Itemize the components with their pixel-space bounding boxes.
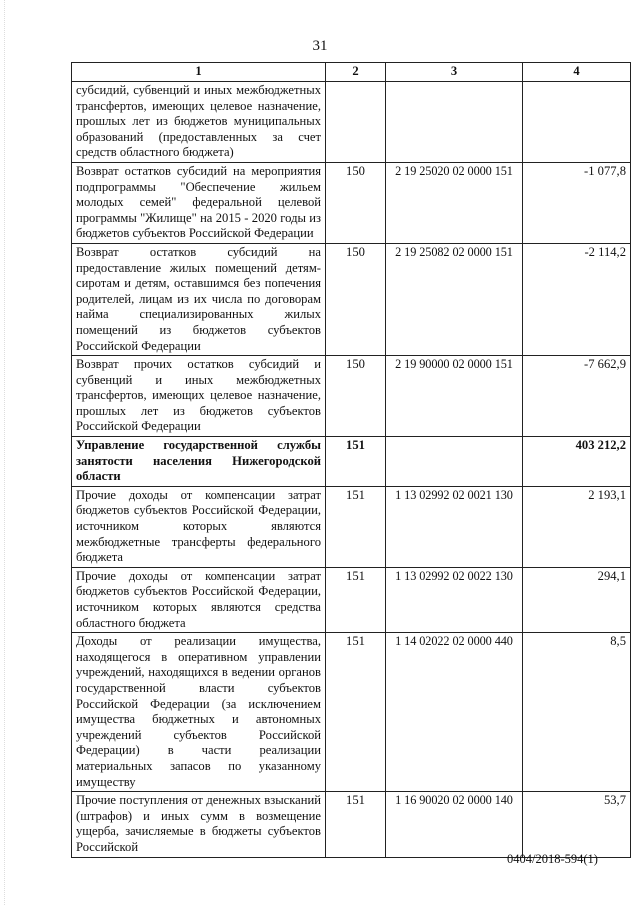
row-name-cell: Прочие доходы от компенсации затрат бюджетов субъектов Российской Федерации, источником которых являются межбюджетные трансферты федерального бюджета: [72, 486, 326, 567]
row-admin-code-cell: 150: [326, 162, 386, 243]
table-row: [72, 162, 631, 243]
table-header-row: [72, 63, 631, 82]
row-admin-code-cell: 151: [326, 567, 386, 632]
document-footer-code: 0404/2018-594(1): [507, 852, 598, 866]
table-row: [72, 82, 631, 163]
row-budget-code-cell: 2 19 90000 02 0000 151: [386, 356, 523, 437]
page-number: 31: [312, 38, 328, 54]
table-row: [72, 633, 631, 792]
row-budget-code-cell: 1 16 90020 02 0000 140: [386, 792, 523, 857]
row-name-cell: Возврат остатков субсидий на мероприятия подпрограммы "Обеспечение жильем молодых семей" федеральной целевой программы "Жилище" на 2015 - 2020 годы из бюджетов субъектов Российской Федерации: [72, 162, 326, 243]
row-amount-cell: 8,5: [523, 633, 631, 792]
row-amount-cell: 53,7: [523, 792, 631, 857]
column-header-2: 2: [326, 63, 386, 82]
row-amount-cell: -2 114,2: [523, 243, 631, 355]
row-name-cell: Управление государственной службы занятости населения Нижегородской области: [72, 437, 326, 487]
revenue-table: [71, 62, 631, 858]
scan-edge-mark: [4, 0, 6, 905]
row-admin-code-cell: 151: [326, 633, 386, 792]
row-amount-cell: -1 077,8: [523, 162, 631, 243]
row-admin-code-cell: [326, 82, 386, 163]
row-amount-cell: [523, 82, 631, 163]
row-admin-code-cell: 150: [326, 356, 386, 437]
row-admin-code-cell: 151: [326, 486, 386, 567]
row-budget-code-cell: [386, 437, 523, 487]
row-admin-code-cell: 151: [326, 792, 386, 857]
row-name-cell: Прочие поступления от денежных взысканий (штрафов) и иных сумм в возмещение ущерба, зачисляемые в бюджеты субъектов Российской: [72, 792, 326, 857]
column-header-4: 4: [523, 63, 631, 82]
table-row: [72, 567, 631, 632]
row-name-cell: Возврат остатков субсидий на предоставление жилых помещений детям-сиротам и детям, оставшимся без попечения родителей, лицам из их числа по договорам найма специализированных жилых помещений из бюджетов субъектов Российской Федерации: [72, 243, 326, 355]
row-amount-cell: 403 212,2: [523, 437, 631, 487]
row-name-cell: Возврат прочих остатков субсидий и субвенций и иных межбюджетных трансфертов, имеющих целевое назначение, прошлых лет из бюджетов субъектов Российской Федерации: [72, 356, 326, 437]
row-admin-code-cell: 151: [326, 437, 386, 487]
table-row: [72, 437, 631, 487]
row-amount-cell: 294,1: [523, 567, 631, 632]
table-row: [72, 792, 631, 857]
table-row: [72, 243, 631, 355]
row-budget-code-cell: 2 19 25082 02 0000 151: [386, 243, 523, 355]
row-amount-cell: -7 662,9: [523, 356, 631, 437]
column-header-3: 3: [386, 63, 523, 82]
row-name-cell: Прочие доходы от компенсации затрат бюджетов субъектов Российской Федерации, источником которых являются средства областного бюджета: [72, 567, 326, 632]
column-header-1: 1: [72, 63, 326, 82]
row-budget-code-cell: 1 14 02022 02 0000 440: [386, 633, 523, 792]
row-budget-code-cell: [386, 82, 523, 163]
table-row: [72, 356, 631, 437]
row-budget-code-cell: 1 13 02992 02 0022 130: [386, 567, 523, 632]
row-name-cell: Доходы от реализации имущества, находящегося в оперативном управлении учреждений, находящихся в ведении органов государственной власти субъектов Российской Федерации (за исключением имущества бюджетных и автономных учреждений субъектов Российской Федерации) в части реализации материальных запасов по указанному имуществу: [72, 633, 326, 792]
row-budget-code-cell: 2 19 25020 02 0000 151: [386, 162, 523, 243]
row-name-cell: субсидий, субвенций и иных межбюджетных трансфертов, имеющих целевое назначение, прошлых лет из бюджетов муниципальных образований (предоставленных за счет средств областного бюджета): [72, 82, 326, 163]
row-admin-code-cell: 150: [326, 243, 386, 355]
row-budget-code-cell: 1 13 02992 02 0021 130: [386, 486, 523, 567]
table-row: [72, 486, 631, 567]
row-amount-cell: 2 193,1: [523, 486, 631, 567]
